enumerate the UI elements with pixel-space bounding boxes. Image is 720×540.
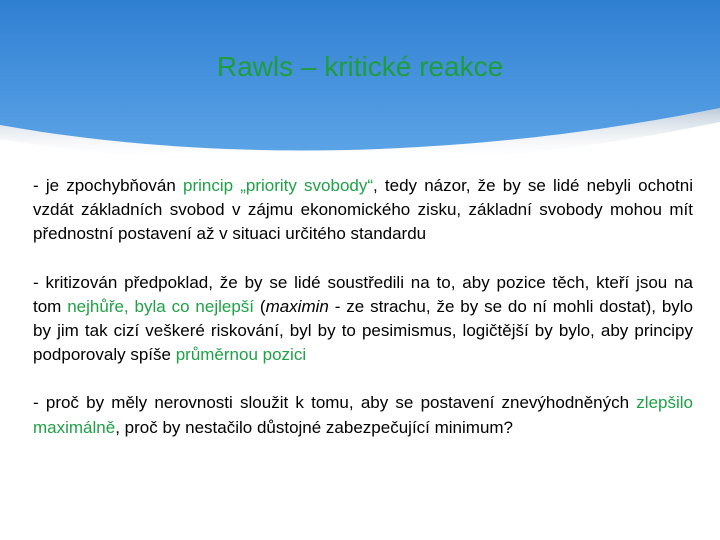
text-run: - proč by měly nerovnosti sloužit k tomu, aby se postavení znevýhodněných: [33, 393, 637, 413]
highlighted-phrase: princip „priority svobody“: [183, 176, 374, 195]
highlighted-phrase: průměrnou pozici: [175, 345, 307, 365]
text-run: , proč by nestačilo důstojné zabezpečující minimum?: [115, 417, 514, 437]
slide-title: Rawls – kritické reakce: [216, 51, 504, 82]
italic-term: maximin: [265, 296, 329, 316]
text-run: (: [254, 296, 266, 316]
slide-content: [33, 174, 693, 464]
paragraph-maximin-critique: [33, 271, 693, 368]
text-run: - je zpochybňován: [33, 176, 183, 195]
paragraph-inequality-question: [33, 391, 693, 439]
highlighted-phrase: nejhůře, byla co nejlepší: [67, 296, 255, 316]
text-run: - ze strachu, že by se do ní mohli dostat), bylo by jim tak cizí veškeré riskování, byl by to pesimismus, logičtější by bylo, aby principy podporovaly spíše: [33, 296, 694, 365]
highlighted-phrase: zlepšilo maximálně: [33, 393, 693, 437]
text-run: - kritizován předpoklad, že by se lidé soustředili na to, aby pozice těch, kteří jsou na tom: [33, 272, 693, 316]
text-run: , tedy názor, že by se lidé nebyli ochotni vzdát základních svobod v zájmu ekonomického zisku, základní svobody mohou mít přednostní postavení až v situaci určitého standardu: [33, 176, 694, 244]
paragraph-priority-of-liberty: [33, 174, 693, 247]
